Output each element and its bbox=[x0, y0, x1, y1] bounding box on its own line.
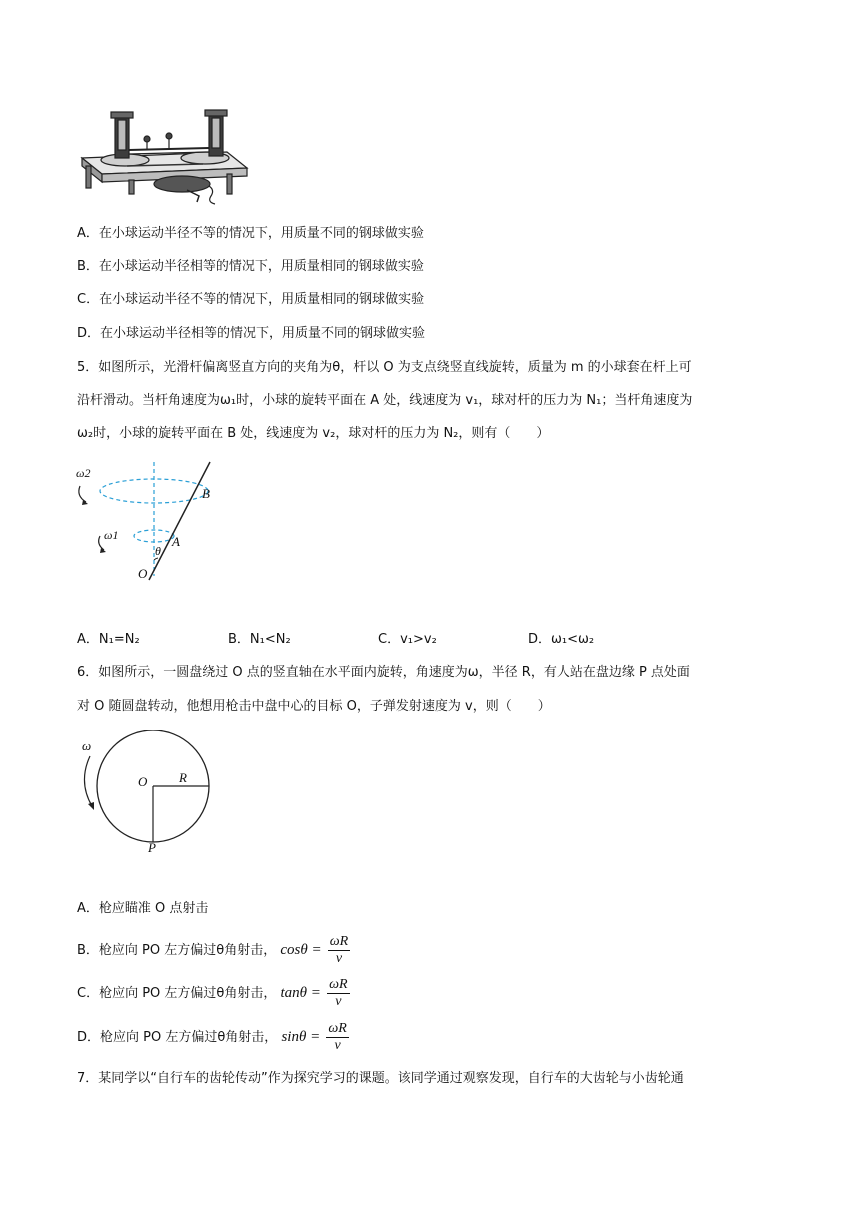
q4-option-c: C．在小球运动半径不等的情况下，用质量相同的钢球做实验 bbox=[77, 292, 425, 307]
q4-option-a: A．在小球运动半径不等的情况下，用质量不同的钢球做实验 bbox=[77, 226, 424, 241]
q6-option-b-fraction bbox=[328, 934, 350, 967]
q5-label-a: A bbox=[172, 534, 180, 549]
fraction-denominator: v bbox=[335, 951, 343, 966]
q6-option-c-fraction bbox=[327, 977, 349, 1010]
q5-label-omega1: ω1 bbox=[104, 528, 119, 542]
fraction-numerator: ωR bbox=[329, 977, 348, 992]
q5-stem-line-3: ω₂时，小球的旋转平面在 B 处，线速度为 v₂，球对杆的压力为 N₂，则有（ ） bbox=[77, 426, 550, 441]
q6-option-c-text: C．枪应向 PO 左方偏过θ角射击， bbox=[77, 986, 277, 1001]
q6-option-c bbox=[77, 975, 350, 1011]
fraction-denominator: v bbox=[334, 1038, 341, 1053]
q6-option-d-fraction bbox=[326, 1021, 348, 1054]
q6-option-b bbox=[77, 932, 350, 968]
q6-option-b-text: B．枪应向 PO 左方偏过θ角射击， bbox=[77, 943, 277, 958]
q7-stem-line-1: 7．某同学以“自行车的齿轮传动”作为探究学习的课题。该同学通过观察发现，自行车的大齿轮与小齿轮通 bbox=[77, 1071, 684, 1086]
q6-option-d-function: sinθ = bbox=[281, 1029, 321, 1045]
q5-rotating-rod-figure bbox=[74, 456, 224, 586]
q6-option-c-function: tanθ = bbox=[280, 985, 321, 1001]
q5-label-theta: θ bbox=[155, 544, 161, 558]
q5-label-omega2: ω2 bbox=[76, 466, 91, 480]
q6-option-b-function: cosθ = bbox=[280, 942, 322, 958]
q4-option-d: D．在小球运动半径相等的情况下，用质量不同的钢球做实验 bbox=[77, 326, 426, 341]
q6-option-d bbox=[77, 1019, 349, 1055]
q6-option-a: A．枪应瞄准 O 点射击 bbox=[77, 901, 209, 916]
q5-option-a: A．N₁=N₂ bbox=[77, 632, 140, 647]
q6-label-o: O bbox=[138, 774, 148, 789]
q5-label-o: O bbox=[138, 566, 148, 581]
q5-stem-line-1: 5．如图所示，光滑杆偏离竖直方向的夹角为θ，杆以 O 为支点绕竖直线旋转，质量为 m 的小球套在杆上可 bbox=[77, 360, 692, 375]
q6-label-omega: ω bbox=[82, 738, 92, 753]
fraction-numerator: ωR bbox=[328, 1021, 347, 1036]
q6-disk-figure bbox=[76, 730, 216, 856]
q5-option-c: C．v₁>v₂ bbox=[378, 632, 437, 647]
q6-stem-line-1: 6．如图所示，一圆盘绕过 O 点的竖直轴在水平面内旋转，角速度为ω，半径 R，有人站在盘边缘 P 点处面 bbox=[77, 665, 690, 680]
q6-option-d-text: D．枪应向 PO 左方偏过θ角射击， bbox=[77, 1030, 278, 1045]
fraction-numerator: ωR bbox=[329, 934, 349, 949]
q4-option-b: B．在小球运动半径相等的情况下，用质量相同的钢球做实验 bbox=[77, 259, 424, 274]
fraction-denominator: v bbox=[335, 994, 342, 1009]
q6-label-r: R bbox=[179, 770, 187, 785]
q6-label-p: P bbox=[148, 840, 156, 855]
q5-stem-line-2: 沿杆滑动。当杆角速度为ω₁时，小球的旋转平面在 A 处，线速度为 v₁，球对杆的压力为 N₁；当杆角速度为 bbox=[77, 393, 693, 408]
q5-label-b: B bbox=[202, 486, 210, 501]
q6-stem-line-2: 对 O 随圆盘转动，他想用枪击中盘中心的目标 O，子弹发射速度为 v，则（ ） bbox=[77, 699, 551, 714]
q5-option-b: B．N₁<N₂ bbox=[228, 632, 291, 647]
centripetal-force-apparatus-image bbox=[77, 108, 249, 212]
q5-option-d: D．ω₁<ω₂ bbox=[528, 632, 595, 647]
